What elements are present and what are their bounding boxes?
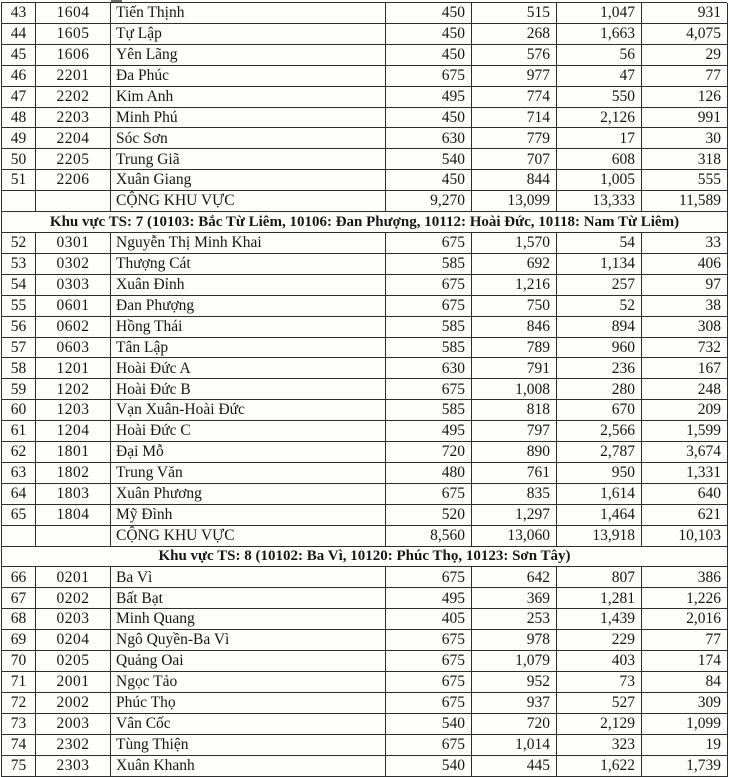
- numeric-cell: 2,787: [557, 442, 642, 462]
- school-code-cell: 2203: [36, 108, 111, 128]
- school-code-cell: 0603: [36, 338, 111, 358]
- school-code-cell: 0303: [36, 275, 111, 295]
- empty-cell: [2, 526, 36, 546]
- school-code-cell: 1604: [36, 3, 111, 23]
- school-name-cell: Hoài Đức C: [111, 421, 386, 441]
- table-row: [2, 379, 727, 400]
- partial-row-top: [1, 0, 727, 3]
- numeric-cell: 268: [472, 24, 557, 44]
- numeric-cell: 540: [386, 714, 472, 734]
- numeric-cell: 29: [705, 46, 721, 64]
- numeric-cell: 585: [386, 338, 472, 358]
- numeric-cell: 309: [697, 694, 721, 712]
- numeric-cell: 253: [472, 609, 557, 629]
- school-name-cell: Ngọc Tảo: [111, 672, 386, 692]
- numeric-cell: 2,566: [557, 421, 642, 441]
- numeric-cell: 670: [557, 400, 642, 420]
- row-number-cell: 44: [2, 24, 36, 44]
- numeric-cell: 675: [386, 484, 472, 504]
- numeric-cell: 675: [386, 630, 472, 650]
- empty-cell: [36, 191, 111, 211]
- row-number-cell: 72: [2, 693, 36, 713]
- table-row: [2, 233, 727, 254]
- numeric-cell: 406: [697, 255, 721, 273]
- numeric-cell: 931: [697, 4, 721, 22]
- school-name-cell: Ba Vì: [111, 567, 386, 587]
- table-row: [2, 24, 727, 45]
- numeric-cell: 844: [472, 170, 557, 190]
- row-number-cell: 63: [2, 463, 36, 483]
- school-name-cell: Vân Cốc: [111, 714, 386, 734]
- numeric-cell: 818: [472, 400, 557, 420]
- numeric-cell: 675: [386, 233, 472, 253]
- section-header-row: [2, 212, 727, 233]
- region-total-row: [2, 191, 727, 212]
- row-number-cell: 58: [2, 358, 36, 378]
- region-total-value: 13,918: [557, 526, 642, 546]
- region-total-row: [2, 526, 727, 547]
- school-code-cell: 2303: [36, 756, 111, 776]
- school-code-cell: 2003: [36, 714, 111, 734]
- numeric-cell: 4,075: [686, 25, 721, 43]
- row-number-cell: 67: [2, 588, 36, 608]
- school-code-cell: 1202: [36, 379, 111, 399]
- numeric-cell: 386: [697, 568, 721, 586]
- numeric-cell: 3,674: [686, 443, 721, 461]
- numeric-cell: 403: [557, 651, 642, 671]
- numeric-cell: 1,297: [472, 505, 557, 525]
- table-row: [2, 630, 727, 651]
- table-row: [2, 505, 727, 526]
- table-row: [2, 672, 727, 693]
- row-number-cell: 50: [2, 149, 36, 169]
- numeric-cell: 675: [386, 735, 472, 755]
- row-number-cell: 75: [2, 756, 36, 776]
- school-name-cell: Hoài Đức B: [111, 379, 386, 399]
- numeric-cell: 621: [697, 505, 721, 523]
- numeric-cell: 791: [472, 358, 557, 378]
- numeric-cell: 550: [557, 87, 642, 107]
- numeric-cell: 774: [472, 87, 557, 107]
- school-code-cell: 2302: [36, 735, 111, 755]
- numeric-cell: 797: [472, 421, 557, 441]
- row-number-cell: 46: [2, 66, 36, 86]
- region-total-label: CỘNG KHU VỰC: [111, 526, 386, 546]
- numeric-cell: 77: [705, 631, 721, 649]
- region-total-value: 10,103: [678, 526, 721, 544]
- school-code-cell: 1801: [36, 442, 111, 462]
- numeric-cell: 19: [705, 735, 721, 753]
- numeric-cell: 323: [557, 735, 642, 755]
- school-code-cell: 2205: [36, 149, 111, 169]
- school-name-cell: Yên Lãng: [111, 45, 386, 65]
- numeric-cell: 789: [472, 338, 557, 358]
- numeric-cell: 308: [697, 317, 721, 335]
- school-code-cell: 2204: [36, 128, 111, 148]
- table-row: [2, 108, 727, 129]
- numeric-cell: 515: [472, 3, 557, 23]
- row-number-cell: 59: [2, 379, 36, 399]
- numeric-cell: 978: [472, 630, 557, 650]
- school-name-cell: Mỹ Đình: [111, 505, 386, 525]
- school-code-cell: 0204: [36, 630, 111, 650]
- numeric-cell: 2,016: [686, 610, 721, 628]
- numeric-cell: 527: [557, 693, 642, 713]
- school-code-cell: 0601: [36, 296, 111, 316]
- table-row: [2, 714, 727, 735]
- school-name-cell: Nguyễn Thị Minh Khai: [111, 233, 386, 253]
- numeric-cell: 555: [697, 171, 721, 189]
- school-name-cell: Trung Văn: [111, 463, 386, 483]
- row-number-cell: 54: [2, 275, 36, 295]
- numeric-cell: 77: [705, 66, 721, 84]
- table-row: [2, 693, 727, 714]
- numeric-cell: 54: [557, 233, 642, 253]
- row-number-cell: 48: [2, 108, 36, 128]
- table-row: [2, 567, 727, 588]
- numeric-cell: 1,439: [557, 609, 642, 629]
- row-number-cell: 60: [2, 400, 36, 420]
- row-number-cell: 74: [2, 735, 36, 755]
- numeric-cell: 1,014: [472, 735, 557, 755]
- numeric-cell: 17: [557, 128, 642, 148]
- table-row: [2, 651, 727, 672]
- numeric-cell: 1,216: [472, 275, 557, 295]
- numeric-cell: 1,739: [686, 756, 721, 774]
- numeric-cell: 167: [697, 359, 721, 377]
- numeric-cell: 47: [557, 66, 642, 86]
- school-code-cell: 2001: [36, 672, 111, 692]
- school-name-cell: Hồng Thái: [111, 317, 386, 337]
- school-name-cell: Minh Phú: [111, 108, 386, 128]
- table-row: [2, 421, 727, 442]
- numeric-cell: 450: [386, 3, 472, 23]
- numeric-cell: 2,129: [557, 714, 642, 734]
- row-number-cell: 65: [2, 505, 36, 525]
- numeric-cell: 450: [386, 45, 472, 65]
- numeric-cell: 1,464: [557, 505, 642, 525]
- numeric-cell: 960: [557, 338, 642, 358]
- numeric-cell: 991: [697, 108, 721, 126]
- table-row: [2, 317, 727, 338]
- school-name-cell: Xuân Giang: [111, 170, 386, 190]
- numeric-cell: 445: [472, 756, 557, 776]
- row-number-cell: 69: [2, 630, 36, 650]
- numeric-cell: 38: [705, 296, 721, 314]
- school-code-cell: 0202: [36, 588, 111, 608]
- school-code-cell: 1203: [36, 400, 111, 420]
- school-name-cell: Minh Quang: [111, 609, 386, 629]
- numeric-cell: 675: [386, 651, 472, 671]
- numeric-cell: 835: [472, 484, 557, 504]
- row-number-cell: 70: [2, 651, 36, 671]
- school-code-cell: 2202: [36, 87, 111, 107]
- school-code-cell: 0201: [36, 567, 111, 587]
- row-number-cell: 68: [2, 609, 36, 629]
- numeric-cell: 56: [557, 45, 642, 65]
- numeric-cell: 520: [386, 505, 472, 525]
- school-code-cell: 2002: [36, 693, 111, 713]
- table-row: [2, 756, 727, 777]
- school-name-cell: Phúc Thọ: [111, 693, 386, 713]
- numeric-cell: 174: [697, 652, 721, 670]
- school-name-cell: Tân Lập: [111, 338, 386, 358]
- school-code-cell: 2201: [36, 66, 111, 86]
- table-row: [2, 442, 727, 463]
- row-number-cell: 47: [2, 87, 36, 107]
- numeric-cell: 846: [472, 317, 557, 337]
- empty-cell: [36, 526, 111, 546]
- admissions-table: [1, 3, 728, 777]
- numeric-cell: 97: [705, 275, 721, 293]
- region-total-value: 13,099: [472, 191, 557, 211]
- school-code-cell: 0302: [36, 254, 111, 274]
- numeric-cell: 675: [386, 296, 472, 316]
- numeric-cell: 1,599: [686, 422, 721, 440]
- numeric-cell: 675: [386, 379, 472, 399]
- region-total-value: 9,270: [386, 191, 472, 211]
- school-name-cell: Bất Bạt: [111, 588, 386, 608]
- numeric-cell: 450: [386, 170, 472, 190]
- school-code-cell: 0301: [36, 233, 111, 253]
- school-name-cell: Quảng Oai: [111, 651, 386, 671]
- table-row: [2, 170, 727, 191]
- numeric-cell: 495: [386, 421, 472, 441]
- numeric-cell: 540: [386, 149, 472, 169]
- school-code-cell: 0205: [36, 651, 111, 671]
- school-name-cell: Trung Giã: [111, 149, 386, 169]
- school-name-cell: Sóc Sơn: [111, 128, 386, 148]
- numeric-cell: 1,226: [686, 589, 721, 607]
- row-number-cell: 56: [2, 317, 36, 337]
- numeric-cell: 33: [705, 234, 721, 252]
- numeric-cell: 675: [386, 672, 472, 692]
- numeric-cell: 675: [386, 693, 472, 713]
- numeric-cell: 280: [557, 379, 642, 399]
- row-number-cell: 73: [2, 714, 36, 734]
- numeric-cell: 495: [386, 87, 472, 107]
- numeric-cell: 84: [705, 673, 721, 691]
- table-row: [2, 275, 727, 296]
- numeric-cell: 585: [386, 317, 472, 337]
- numeric-cell: 1,134: [557, 254, 642, 274]
- numeric-cell: 257: [557, 275, 642, 295]
- numeric-cell: 1,079: [472, 651, 557, 671]
- school-name-cell: Đan Phượng: [111, 296, 386, 316]
- numeric-cell: 937: [472, 693, 557, 713]
- numeric-cell: 675: [386, 275, 472, 295]
- numeric-cell: 890: [472, 442, 557, 462]
- table-row: [2, 358, 727, 379]
- school-name-cell: Xuân Đỉnh: [111, 275, 386, 295]
- school-code-cell: 1802: [36, 463, 111, 483]
- numeric-cell: 126: [697, 87, 721, 105]
- row-number-cell: 55: [2, 296, 36, 316]
- numeric-cell: 630: [386, 128, 472, 148]
- section-header-label: Khu vực TS: 7 (10103: Bắc Từ Liêm, 10106: Đan Phượng, 10112: Hoài Đức, 10118: Nam Từ Liêm): [49, 213, 680, 230]
- numeric-cell: 585: [386, 254, 472, 274]
- numeric-cell: 714: [472, 108, 557, 128]
- table-row: [2, 609, 727, 630]
- numeric-cell: 369: [472, 588, 557, 608]
- table-row: [2, 400, 727, 421]
- numeric-cell: 640: [697, 485, 721, 503]
- numeric-cell: 1,005: [557, 170, 642, 190]
- numeric-cell: 807: [557, 567, 642, 587]
- numeric-cell: 977: [472, 66, 557, 86]
- table-row: [2, 338, 727, 359]
- table-row: [2, 254, 727, 275]
- row-number-cell: 45: [2, 45, 36, 65]
- row-number-cell: 51: [2, 170, 36, 190]
- numeric-cell: 894: [557, 317, 642, 337]
- numeric-cell: 630: [386, 358, 472, 378]
- row-number-cell: 57: [2, 338, 36, 358]
- numeric-cell: 585: [386, 400, 472, 420]
- row-number-cell: 64: [2, 484, 36, 504]
- numeric-cell: 1,008: [472, 379, 557, 399]
- numeric-cell: 450: [386, 108, 472, 128]
- table-row: [2, 296, 727, 317]
- row-number-cell: 53: [2, 254, 36, 274]
- numeric-cell: 1,331: [686, 464, 721, 482]
- school-code-cell: 1606: [36, 45, 111, 65]
- school-name-cell: Thượng Cát: [111, 254, 386, 274]
- numeric-cell: 642: [472, 567, 557, 587]
- numeric-cell: 779: [472, 128, 557, 148]
- numeric-cell: 732: [697, 338, 721, 356]
- numeric-cell: 52: [557, 296, 642, 316]
- school-name-cell: Kim Anh: [111, 87, 386, 107]
- numeric-cell: 952: [472, 672, 557, 692]
- row-number-cell: 62: [2, 442, 36, 462]
- numeric-cell: 950: [557, 463, 642, 483]
- table-row: [2, 463, 727, 484]
- numeric-cell: 1,570: [472, 233, 557, 253]
- row-number-cell: 61: [2, 421, 36, 441]
- row-number-cell: 43: [2, 3, 36, 23]
- text-fragment: [111, 0, 122, 2]
- table-row: [2, 484, 727, 505]
- table-row: [2, 66, 727, 87]
- row-number-cell: 52: [2, 233, 36, 253]
- row-number-cell: 71: [2, 672, 36, 692]
- numeric-cell: 761: [472, 463, 557, 483]
- school-name-cell: Xuân Khanh: [111, 756, 386, 776]
- school-name-cell: Tùng Thiện: [111, 735, 386, 755]
- section-header-label: Khu vực TS: 8 (10102: Ba Vì, 10120: Phúc Thọ, 10123: Sơn Tây): [158, 548, 571, 565]
- region-total-value: 13,333: [557, 191, 642, 211]
- region-total-value: 11,589: [678, 192, 721, 210]
- table-row: [2, 128, 727, 149]
- school-code-cell: 1605: [36, 24, 111, 44]
- numeric-cell: 692: [472, 254, 557, 274]
- section-header-row: [2, 547, 727, 568]
- numeric-cell: 450: [386, 24, 472, 44]
- numeric-cell: 750: [472, 296, 557, 316]
- table-row: [2, 45, 727, 66]
- empty-cell: [2, 191, 36, 211]
- table-row: [2, 735, 727, 756]
- numeric-cell: 2,126: [557, 108, 642, 128]
- numeric-cell: 1,622: [557, 756, 642, 776]
- numeric-cell: 318: [697, 150, 721, 168]
- school-name-cell: Ngô Quyền-Ba Vì: [111, 630, 386, 650]
- numeric-cell: 675: [386, 66, 472, 86]
- row-number-cell: 66: [2, 567, 36, 587]
- school-code-cell: 1204: [36, 421, 111, 441]
- numeric-cell: 608: [557, 149, 642, 169]
- table-row: [2, 588, 727, 609]
- school-name-cell: Hoài Đức A: [111, 358, 386, 378]
- numeric-cell: 720: [472, 714, 557, 734]
- school-code-cell: 0602: [36, 317, 111, 337]
- region-total-value: 13,060: [472, 526, 557, 546]
- numeric-cell: 1,281: [557, 588, 642, 608]
- numeric-cell: 73: [557, 672, 642, 692]
- school-name-cell: Đại Mỗ: [111, 442, 386, 462]
- school-name-cell: Đa Phúc: [111, 66, 386, 86]
- numeric-cell: 1,099: [686, 715, 721, 733]
- numeric-cell: 229: [557, 630, 642, 650]
- school-name-cell: Tiến Thịnh: [111, 3, 386, 23]
- numeric-cell: 1,047: [557, 3, 642, 23]
- school-code-cell: 0203: [36, 609, 111, 629]
- school-name-cell: Vạn Xuân-Hoài Đức: [111, 400, 386, 420]
- row-number-cell: 49: [2, 128, 36, 148]
- numeric-cell: 720: [386, 442, 472, 462]
- school-code-cell: 1804: [36, 505, 111, 525]
- numeric-cell: 1,663: [557, 24, 642, 44]
- school-code-cell: 1201: [36, 358, 111, 378]
- numeric-cell: 405: [386, 609, 472, 629]
- table-row: [2, 87, 727, 108]
- school-name-cell: Tự Lập: [111, 24, 386, 44]
- numeric-cell: 236: [557, 358, 642, 378]
- table-row: [2, 149, 727, 170]
- region-total-value: 8,560: [386, 526, 472, 546]
- numeric-cell: 480: [386, 463, 472, 483]
- numeric-cell: 540: [386, 756, 472, 776]
- numeric-cell: 1,614: [557, 484, 642, 504]
- numeric-cell: 248: [697, 380, 721, 398]
- numeric-cell: 707: [472, 149, 557, 169]
- numeric-cell: 209: [697, 401, 721, 419]
- numeric-cell: 30: [705, 129, 721, 147]
- table-row: [2, 3, 727, 24]
- numeric-cell: 675: [386, 567, 472, 587]
- school-code-cell: 2206: [36, 170, 111, 190]
- school-name-cell: Xuân Phương: [111, 484, 386, 504]
- school-code-cell: 1803: [36, 484, 111, 504]
- numeric-cell: 495: [386, 588, 472, 608]
- region-total-label: CỘNG KHU VỰC: [111, 191, 386, 211]
- numeric-cell: 576: [472, 45, 557, 65]
